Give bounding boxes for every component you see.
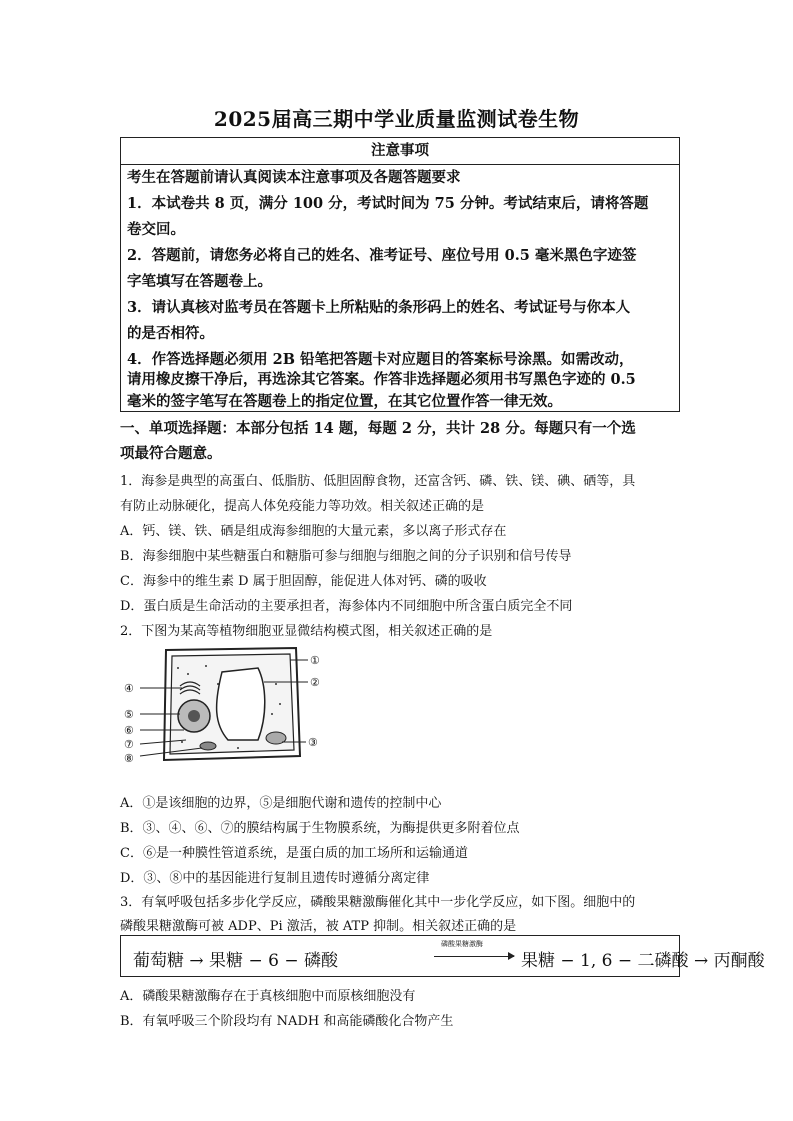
enzyme-label: 磷酸果糖激酶 [441, 940, 483, 948]
mitochondrion [200, 742, 216, 750]
notice-line: 字笔填写在答题卷上。 [127, 273, 272, 290]
q3-option-a: A．磷酸果糖激酶存在于真核细胞中而原核细胞没有 [120, 989, 416, 1004]
q2-stem: 2．下图为某高等植物细胞亚显微结构模式图，相关叙述正确的是 [120, 624, 493, 639]
nucleolus [188, 710, 200, 722]
label-5: ⑤ [124, 708, 134, 721]
notice-line: 毫米的签字笔写在答题卷上的指定位置，在其它位置作答一律无效。 [127, 393, 562, 410]
q1-stem: 1．海参是典型的高蛋白、低脂肪、低胆固醇食物，还富含钙、磷、铁、镁、碘、硒等，具 [120, 474, 636, 489]
reaction-part1: 葡萄糖 → 果糖 − 6 − 磷酸 [133, 951, 338, 971]
label-1: ① [310, 654, 320, 667]
section-heading-cont: 项最符合题意。 [120, 445, 222, 462]
q2-option-b: B．③、④、⑥、⑦的膜结构属于生物膜系统，为酶提供更多附着位点 [120, 821, 520, 836]
label-6: ⑥ [124, 724, 134, 737]
reaction-equation-box [120, 935, 765, 977]
notice-line: 的是否相符。 [127, 325, 214, 342]
q3-stem: 3．有氧呼吸包括多步化学反应，磷酸果糖激酶催化其中一步化学反应，如下图。细胞中的 [120, 895, 636, 910]
plant-cell-figure [118, 644, 328, 774]
notice-line: 请用橡皮擦干净后，再选涂其它答案。作答非选择题必须用书写黑色字迹的 0.5 [127, 371, 636, 388]
q1-option-d: D．蛋白质是生命活动的主要承担者，海参体内不同细胞中所含蛋白质完全不同 [120, 599, 573, 614]
q2-option-c: C．⑥是一种膜性管道系统，是蛋白质的加工场所和运输通道 [120, 846, 468, 861]
notice-line: 4．作答选择题必须用 2B 铅笔把答题卡对应题目的答案标号涂黑。如需改动， [127, 351, 634, 368]
q1-option-a: A．钙、镁、铁、硒是组成海参细胞的大量元素，多以离子形式存在 [120, 524, 507, 539]
label-7: ⑦ [124, 738, 134, 751]
notice-box [120, 137, 680, 412]
page-title: 2025届高三期中学业质量监测试卷生物 [213, 107, 580, 131]
notice-line: 3．请认真核对监考员在答题卡上所粘贴的条形码上的姓名、考试证号与你本人 [127, 299, 631, 316]
q1-option-c: C．海参中的维生素 D 属于胆固醇，能促进人体对钙、磷的吸收 [120, 574, 487, 589]
notice-line: 2．答题前，请您务必将自己的姓名、准考证号、座位号用 0.5 毫米黑色字迹签 [127, 247, 637, 264]
label-4: ④ [124, 682, 134, 695]
enzyme-arrow-icon [434, 956, 514, 957]
section-heading: 一、单项选择题：本部分包括 14 题，每题 2 分，共计 28 分。每题只有一个选 [120, 420, 636, 437]
notice-line: 1．本试卷共 8 页，满分 100 分，考试时间为 75 分钟。考试结束后，请将答题 [127, 195, 649, 212]
label-8: ⑧ [124, 752, 134, 765]
q2-option-a: A．①是该细胞的边界，⑤是细胞代谢和遗传的控制中心 [120, 796, 442, 811]
vacuole [217, 668, 265, 740]
label-2: ② [310, 676, 320, 689]
q1-stem-cont: 有防止动脉硬化，提高人体免疫能力等功效。相关叙述正确的是 [120, 499, 485, 514]
notice-line: 考生在答题前请认真阅读本注意事项及各题答题要求 [127, 169, 461, 186]
reaction-part2: 果糖 − 1, 6 − 二磷酸 → 丙酮酸 [521, 951, 765, 971]
q2-option-d: D．③、⑧中的基因能进行复制且遗传时遵循分离定律 [120, 871, 430, 886]
notice-line: 卷交回。 [127, 221, 185, 238]
q3-option-b: B．有氧呼吸三个阶段均有 NADH 和高能磷酸化合物产生 [120, 1014, 454, 1029]
notice-heading: 注意事项 [121, 138, 679, 165]
label-3: ③ [308, 736, 318, 749]
q1-option-b: B．海参细胞中某些糖蛋白和糖脂可参与细胞与细胞之间的分子识别和信号传导 [120, 549, 572, 564]
q3-stem-cont: 磷酸果糖激酶可被 ADP、Pi 激活，被 ATP 抑制。相关叙述正确的是 [120, 919, 517, 934]
